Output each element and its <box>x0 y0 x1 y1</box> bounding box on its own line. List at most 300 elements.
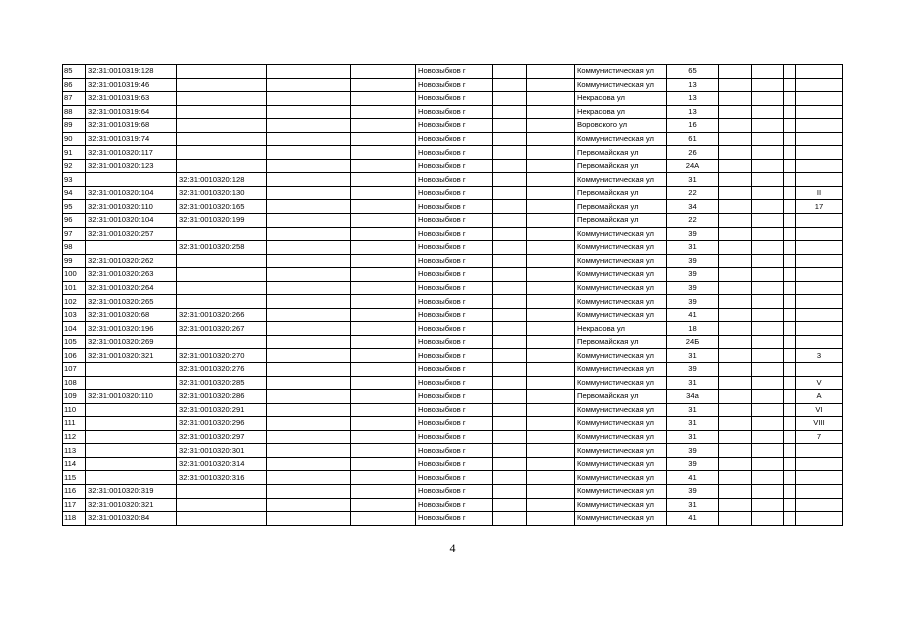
table-cell: 32:31:0010320:266 <box>177 308 267 322</box>
table-cell <box>719 159 752 173</box>
table-cell: 32:31:0010320:123 <box>86 159 177 173</box>
table-cell: Новозыбков г <box>416 173 493 187</box>
table-cell: Коммунистическая ул <box>575 457 667 471</box>
table-row <box>63 65 843 79</box>
table-cell: 31 <box>667 376 719 390</box>
table-cell <box>527 498 575 512</box>
table-cell: 7 <box>796 430 843 444</box>
table-cell <box>527 390 575 404</box>
table-cell <box>493 214 527 228</box>
table-cell <box>719 430 752 444</box>
table-cell <box>351 349 416 363</box>
table-cell <box>784 308 796 322</box>
table-cell: Новозыбков г <box>416 241 493 255</box>
table-cell <box>719 186 752 200</box>
table-cell <box>493 254 527 268</box>
table-cell <box>177 295 267 309</box>
table-cell: Некрасова ул <box>575 105 667 119</box>
table-cell <box>351 281 416 295</box>
table-cell <box>784 335 796 349</box>
table-cell: 22 <box>667 214 719 228</box>
table-cell <box>784 444 796 458</box>
table-cell: Коммунистическая ул <box>575 430 667 444</box>
table-cell: Коммунистическая ул <box>575 281 667 295</box>
table-cell <box>719 146 752 160</box>
table-cell: 101 <box>63 281 86 295</box>
table-row <box>63 254 843 268</box>
table-cell <box>527 335 575 349</box>
table-cell: Коммунистическая ул <box>575 65 667 79</box>
table-cell <box>527 214 575 228</box>
table-cell <box>752 349 784 363</box>
table-cell <box>86 430 177 444</box>
address-table <box>62 64 843 526</box>
table-cell <box>493 268 527 282</box>
table-cell: 92 <box>63 159 86 173</box>
table-cell <box>752 200 784 214</box>
table-row <box>63 78 843 92</box>
table-cell <box>752 241 784 255</box>
table-cell <box>177 78 267 92</box>
table-cell <box>719 65 752 79</box>
table-cell <box>527 159 575 173</box>
table-cell <box>493 417 527 431</box>
table-cell <box>719 241 752 255</box>
table-cell <box>527 65 575 79</box>
table-cell <box>351 403 416 417</box>
table-cell <box>752 376 784 390</box>
table-cell: 32:31:0010320:269 <box>86 335 177 349</box>
table-cell: Новозыбков г <box>416 349 493 363</box>
table-cell <box>351 295 416 309</box>
table-cell <box>752 417 784 431</box>
table-cell <box>527 430 575 444</box>
table-cell <box>796 308 843 322</box>
table-cell <box>351 484 416 498</box>
table-row <box>63 444 843 458</box>
table-cell <box>752 471 784 485</box>
table-cell: 115 <box>63 471 86 485</box>
table-cell: 32:31:0010320:84 <box>86 512 177 526</box>
table-cell <box>527 484 575 498</box>
table-cell: 110 <box>63 403 86 417</box>
table-cell: VI <box>796 403 843 417</box>
table-cell: 32:31:0010320:199 <box>177 214 267 228</box>
table-cell: 41 <box>667 471 719 485</box>
table-cell: Новозыбков г <box>416 92 493 106</box>
table-cell <box>267 444 351 458</box>
table-cell <box>784 173 796 187</box>
table-cell <box>784 186 796 200</box>
table-cell: 98 <box>63 241 86 255</box>
table-cell <box>351 227 416 241</box>
table-cell: Коммунистическая ул <box>575 349 667 363</box>
table-cell <box>351 186 416 200</box>
table-cell <box>719 444 752 458</box>
table-cell <box>267 268 351 282</box>
table-cell <box>493 241 527 255</box>
table-cell <box>527 363 575 377</box>
table-cell: 31 <box>667 417 719 431</box>
table-cell: 32:31:0010320:263 <box>86 268 177 282</box>
table-cell: 13 <box>667 92 719 106</box>
table-cell: 32:31:0010320:319 <box>86 484 177 498</box>
table-cell: Первомайская ул <box>575 214 667 228</box>
table-cell <box>784 403 796 417</box>
table-cell <box>493 119 527 133</box>
table-cell: Первомайская ул <box>575 200 667 214</box>
table-cell <box>493 78 527 92</box>
table-cell <box>267 498 351 512</box>
table-cell <box>267 322 351 336</box>
table-cell <box>351 390 416 404</box>
table-cell <box>796 471 843 485</box>
table-cell <box>784 214 796 228</box>
table-cell <box>796 444 843 458</box>
table-cell <box>784 498 796 512</box>
table-cell: 105 <box>63 335 86 349</box>
table-cell <box>177 132 267 146</box>
table-cell <box>527 295 575 309</box>
table-cell <box>784 92 796 106</box>
address-table-body <box>63 65 843 526</box>
table-cell <box>784 159 796 173</box>
table-cell: Новозыбков г <box>416 403 493 417</box>
table-cell <box>177 146 267 160</box>
table-cell <box>493 308 527 322</box>
table-cell <box>719 390 752 404</box>
table-cell <box>719 295 752 309</box>
table-cell <box>351 254 416 268</box>
table-cell: 32:31:0010320:196 <box>86 322 177 336</box>
table-cell: 32:31:0010320:314 <box>177 457 267 471</box>
table-cell <box>796 65 843 79</box>
table-cell <box>527 349 575 363</box>
table-cell: Новозыбков г <box>416 254 493 268</box>
table-cell: Новозыбков г <box>416 227 493 241</box>
table-cell: Новозыбков г <box>416 484 493 498</box>
table-cell: 32:31:0010320:286 <box>177 390 267 404</box>
table-cell <box>784 132 796 146</box>
table-cell <box>267 146 351 160</box>
table-cell: Коммунистическая ул <box>575 268 667 282</box>
table-cell <box>752 335 784 349</box>
table-cell: 90 <box>63 132 86 146</box>
table-cell <box>796 268 843 282</box>
table-cell <box>493 295 527 309</box>
table-cell: 32:31:0010320:321 <box>86 498 177 512</box>
table-cell: Новозыбков г <box>416 186 493 200</box>
table-cell <box>527 471 575 485</box>
table-cell: 32:31:0010320:130 <box>177 186 267 200</box>
table-cell: 31 <box>667 241 719 255</box>
table-cell <box>351 146 416 160</box>
table-cell <box>784 105 796 119</box>
table-cell <box>752 484 784 498</box>
table-cell: 32:31:0010320:265 <box>86 295 177 309</box>
table-cell <box>86 457 177 471</box>
table-cell: 32:31:0010320:68 <box>86 308 177 322</box>
table-cell: 32:31:0010320:110 <box>86 200 177 214</box>
table-cell: 32:31:0010320:104 <box>86 186 177 200</box>
table-cell <box>493 444 527 458</box>
table-cell: 32:31:0010320:276 <box>177 363 267 377</box>
table-cell <box>86 241 177 255</box>
table-cell <box>784 376 796 390</box>
table-cell <box>784 363 796 377</box>
table-cell: Некрасова ул <box>575 322 667 336</box>
table-cell: 32:31:0010320:285 <box>177 376 267 390</box>
table-cell <box>267 484 351 498</box>
table-cell <box>177 254 267 268</box>
table-cell: 24А <box>667 159 719 173</box>
table-cell <box>177 335 267 349</box>
table-cell: 32:31:0010320:321 <box>86 349 177 363</box>
table-cell <box>267 335 351 349</box>
table-cell: Новозыбков г <box>416 281 493 295</box>
table-cell: Новозыбков г <box>416 457 493 471</box>
table-cell <box>267 200 351 214</box>
table-row <box>63 241 843 255</box>
table-cell: Некрасова ул <box>575 92 667 106</box>
table-cell <box>351 363 416 377</box>
table-cell <box>527 322 575 336</box>
table-row <box>63 295 843 309</box>
table-cell: 32:31:0010320:291 <box>177 403 267 417</box>
table-cell: 108 <box>63 376 86 390</box>
table-cell <box>493 471 527 485</box>
table-cell: А <box>796 390 843 404</box>
table-cell: 32:31:0010320:257 <box>86 227 177 241</box>
table-cell <box>351 268 416 282</box>
table-cell: Первомайская ул <box>575 335 667 349</box>
table-cell: 100 <box>63 268 86 282</box>
table-cell <box>351 430 416 444</box>
table-row <box>63 430 843 444</box>
table-cell: 91 <box>63 146 86 160</box>
table-cell <box>493 403 527 417</box>
table-cell: 3 <box>796 349 843 363</box>
table-cell <box>267 186 351 200</box>
table-cell: Новозыбков г <box>416 214 493 228</box>
table-cell <box>752 254 784 268</box>
table-cell <box>267 457 351 471</box>
table-cell: VIII <box>796 417 843 431</box>
table-cell <box>351 159 416 173</box>
table-cell <box>493 159 527 173</box>
table-cell <box>784 322 796 336</box>
table-cell <box>752 227 784 241</box>
table-cell: 88 <box>63 105 86 119</box>
table-row <box>63 471 843 485</box>
table-cell <box>796 363 843 377</box>
table-cell: 109 <box>63 390 86 404</box>
table-cell <box>351 119 416 133</box>
table-cell <box>177 498 267 512</box>
table-cell: 31 <box>667 498 719 512</box>
table-cell: Коммунистическая ул <box>575 132 667 146</box>
table-cell <box>493 186 527 200</box>
table-cell: Новозыбков г <box>416 78 493 92</box>
table-cell <box>527 281 575 295</box>
table-cell <box>527 241 575 255</box>
table-cell <box>752 390 784 404</box>
table-cell <box>527 457 575 471</box>
table-cell <box>267 281 351 295</box>
table-cell: 32:31:0010320:296 <box>177 417 267 431</box>
table-cell <box>796 281 843 295</box>
table-cell <box>796 512 843 526</box>
table-cell <box>719 376 752 390</box>
table-cell <box>719 403 752 417</box>
table-cell: 39 <box>667 444 719 458</box>
table-cell <box>719 254 752 268</box>
table-row <box>63 186 843 200</box>
table-cell: Новозыбков г <box>416 363 493 377</box>
table-cell <box>267 159 351 173</box>
table-cell <box>527 227 575 241</box>
table-cell <box>177 65 267 79</box>
table-row <box>63 105 843 119</box>
table-cell: 32:31:0010319:46 <box>86 78 177 92</box>
table-cell <box>719 498 752 512</box>
table-cell <box>493 363 527 377</box>
table-cell <box>784 295 796 309</box>
table-cell: Новозыбков г <box>416 512 493 526</box>
table-cell: 39 <box>667 363 719 377</box>
table-cell <box>267 132 351 146</box>
table-row <box>63 159 843 173</box>
table-cell <box>796 498 843 512</box>
table-cell: 31 <box>667 173 719 187</box>
table-cell: Новозыбков г <box>416 132 493 146</box>
table-row <box>63 281 843 295</box>
table-cell <box>796 254 843 268</box>
table-cell <box>267 390 351 404</box>
page-number: 4 <box>449 541 456 555</box>
table-cell: 24Б <box>667 335 719 349</box>
table-cell: 113 <box>63 444 86 458</box>
table-cell <box>177 92 267 106</box>
table-cell <box>796 92 843 106</box>
table-cell: 116 <box>63 484 86 498</box>
table-cell <box>784 227 796 241</box>
table-cell <box>493 92 527 106</box>
table-cell: 32:31:0010320:264 <box>86 281 177 295</box>
table-cell <box>784 349 796 363</box>
table-cell: 32:31:0010320:267 <box>177 322 267 336</box>
table-cell <box>351 105 416 119</box>
table-cell <box>86 376 177 390</box>
table-cell: 32:31:0010319:74 <box>86 132 177 146</box>
table-cell: 32:31:0010319:63 <box>86 92 177 106</box>
table-cell <box>527 308 575 322</box>
table-cell <box>267 241 351 255</box>
table-cell <box>267 92 351 106</box>
table-cell <box>527 119 575 133</box>
table-cell <box>784 146 796 160</box>
table-cell: 32:31:0010320:316 <box>177 471 267 485</box>
table-cell: 39 <box>667 227 719 241</box>
table-cell <box>267 417 351 431</box>
table-cell <box>527 173 575 187</box>
table-cell: 32:31:0010320:128 <box>177 173 267 187</box>
table-cell: 32:31:0010320:258 <box>177 241 267 255</box>
table-cell: 94 <box>63 186 86 200</box>
table-cell <box>351 214 416 228</box>
table-cell: Первомайская ул <box>575 390 667 404</box>
table-cell: Новозыбков г <box>416 390 493 404</box>
table-cell <box>752 78 784 92</box>
table-cell <box>719 105 752 119</box>
table-cell <box>752 105 784 119</box>
table-cell <box>719 484 752 498</box>
table-row <box>63 268 843 282</box>
table-cell <box>796 457 843 471</box>
table-cell: 103 <box>63 308 86 322</box>
table-cell: 65 <box>667 65 719 79</box>
table-cell: 86 <box>63 78 86 92</box>
table-cell <box>719 78 752 92</box>
table-cell: 85 <box>63 65 86 79</box>
table-row <box>63 335 843 349</box>
table-cell <box>493 281 527 295</box>
table-cell <box>752 186 784 200</box>
table-cell: Коммунистическая ул <box>575 241 667 255</box>
table-cell: 13 <box>667 78 719 92</box>
table-cell <box>527 268 575 282</box>
table-cell: Коммунистическая ул <box>575 254 667 268</box>
table-cell <box>351 335 416 349</box>
table-row <box>63 146 843 160</box>
table-cell <box>351 322 416 336</box>
table-cell: 39 <box>667 281 719 295</box>
table-cell: Новозыбков г <box>416 498 493 512</box>
table-cell <box>527 403 575 417</box>
table-cell <box>784 241 796 255</box>
table-cell <box>267 227 351 241</box>
table-cell <box>784 484 796 498</box>
table-cell: Коммунистическая ул <box>575 498 667 512</box>
table-cell <box>86 417 177 431</box>
table-cell: Новозыбков г <box>416 119 493 133</box>
table-cell <box>493 200 527 214</box>
table-cell <box>86 173 177 187</box>
table-cell: 32:31:0010320:110 <box>86 390 177 404</box>
table-cell <box>177 281 267 295</box>
table-cell: 97 <box>63 227 86 241</box>
table-cell <box>493 512 527 526</box>
table-cell: Коммунистическая ул <box>575 308 667 322</box>
table-cell <box>719 227 752 241</box>
table-cell <box>752 403 784 417</box>
table-cell <box>719 214 752 228</box>
table-cell <box>351 241 416 255</box>
table-cell <box>752 363 784 377</box>
table-cell <box>752 512 784 526</box>
table-cell: 32:31:0010320:165 <box>177 200 267 214</box>
table-cell <box>493 349 527 363</box>
table-cell <box>796 484 843 498</box>
table-cell <box>351 132 416 146</box>
table-cell: 89 <box>63 119 86 133</box>
table-cell <box>527 132 575 146</box>
table-cell: Коммунистическая ул <box>575 484 667 498</box>
table-cell <box>267 295 351 309</box>
table-cell <box>796 241 843 255</box>
table-cell: Коммунистическая ул <box>575 512 667 526</box>
table-cell: 13 <box>667 105 719 119</box>
